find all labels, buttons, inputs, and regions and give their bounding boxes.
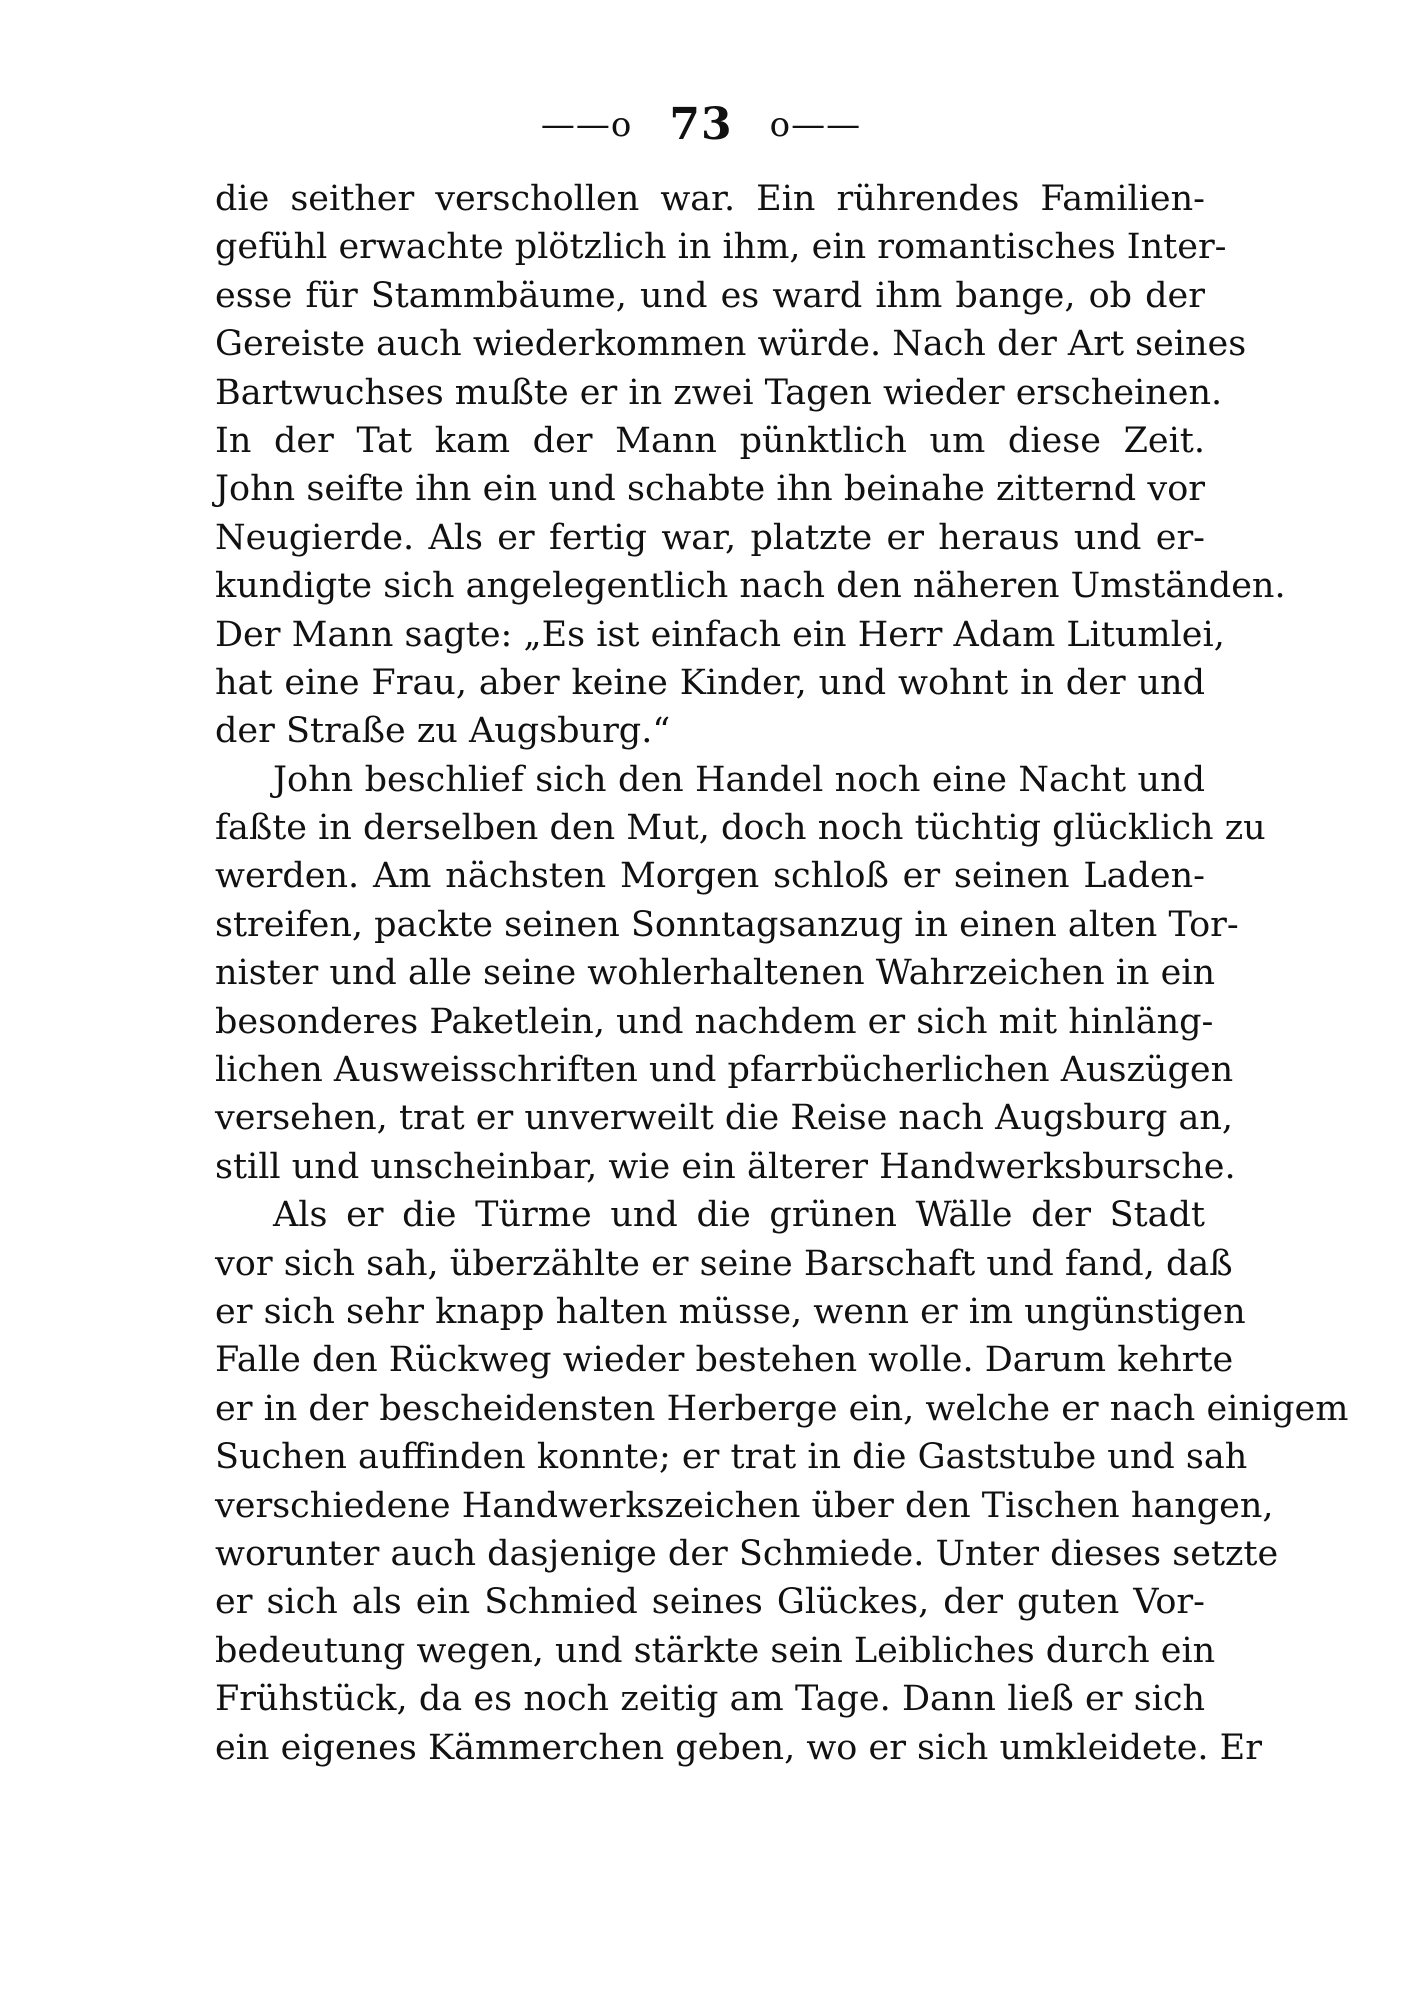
text-line: John beschlief sich den Handel noch eine Nacht und bbox=[273, 759, 1205, 800]
header-ornament-right: o—— bbox=[769, 104, 862, 145]
body-text bbox=[215, 175, 1349, 1772]
text-line: er sich sehr knapp halten müsse, wenn er im ungünstigen bbox=[215, 1291, 1246, 1332]
text-line: der Straße zu Augsburg.“ bbox=[215, 711, 671, 752]
text-line: versehen, trat er unverweilt die Reise nach Augsburg an, bbox=[215, 1098, 1234, 1139]
text-line: werden. Am nächsten Morgen schloß er seinen Laden- bbox=[215, 856, 1205, 897]
header-ornament-left: ——o bbox=[540, 104, 633, 145]
text-line: die seither verschollen war. Ein rührendes Familien- bbox=[215, 179, 1205, 219]
text-line: ein eigenes Kämmerchen geben, wo er sich umkleidete. Er bbox=[215, 1727, 1262, 1768]
text-line: gefühl erwachte plötzlich in ihm, ein romantisches Inter- bbox=[215, 227, 1227, 268]
text-line: still und unscheinbar, wie ein älterer Handwerksbursche. bbox=[215, 1146, 1236, 1187]
text-line: Frühstück, da es noch zeitig am Tage. Dann ließ er sich bbox=[215, 1679, 1205, 1720]
text-line: hat eine Frau, aber keine Kinder, und wohnt in der und bbox=[215, 662, 1205, 703]
text-line: nister und alle seine wohlerhaltenen Wahrzeichen in ein bbox=[215, 953, 1216, 994]
text-line: kundigte sich angelegentlich nach den näheren Umständen. bbox=[215, 566, 1286, 607]
page-number: 73 bbox=[669, 98, 733, 150]
text-line: vor sich sah, überzählte er seine Barschaft und fand, daß bbox=[215, 1243, 1233, 1284]
text-line: worunter auch dasjenige der Schmiede. Unter dieses setzte bbox=[215, 1533, 1279, 1574]
text-line: Suchen auffinden konnte; er trat in die Gaststube und sah bbox=[215, 1437, 1248, 1478]
text-line: besonderes Paketlein, und nachdem er sich mit hinläng- bbox=[215, 1001, 1214, 1042]
text-line: verschiedene Handwerkszeichen über den Tischen hangen, bbox=[215, 1485, 1274, 1526]
text-line: Der Mann sagte: „Es ist einfach ein Herr Adam Litumlei, bbox=[215, 614, 1225, 655]
page-header bbox=[0, 92, 1402, 152]
text-line: Bartwuchses mußte er in zwei Tagen wieder erscheinen. bbox=[215, 372, 1223, 413]
text-line: er in der bescheidensten Herberge ein, welche er nach einigem bbox=[215, 1388, 1349, 1429]
text-line: bedeutung wegen, und stärkte sein Leibliches durch ein bbox=[215, 1630, 1216, 1671]
text-line: Falle den Rückweg wieder bestehen wolle. Darum kehrte bbox=[215, 1340, 1234, 1381]
text-line: John seifte ihn ein und schabte ihn beinahe zitternd vor bbox=[215, 469, 1205, 510]
text-line: Als er die Türme und die grünen Wälle der Stadt bbox=[273, 1195, 1205, 1236]
text-line: faßte in derselben den Mut, doch noch tüchtig glücklich zu bbox=[215, 808, 1266, 849]
text-line: streifen, packte seinen Sonntagsanzug in einen alten Tor- bbox=[215, 904, 1239, 945]
text-line: In der Tat kam der Mann pünktlich um diese Zeit. bbox=[215, 420, 1205, 461]
text-line: Neugierde. Als er fertig war, platzte er heraus und er- bbox=[215, 517, 1205, 558]
text-line: er sich als ein Schmied seines Glückes, der guten Vor- bbox=[215, 1582, 1205, 1623]
text-line: Gereiste auch wiederkommen würde. Nach der Art seines bbox=[215, 324, 1247, 365]
text-line: lichen Ausweisschriften und pfarrbücherlichen Auszügen bbox=[215, 1050, 1234, 1091]
text-line: esse für Stammbäume, und es ward ihm bange, ob der bbox=[215, 275, 1205, 316]
